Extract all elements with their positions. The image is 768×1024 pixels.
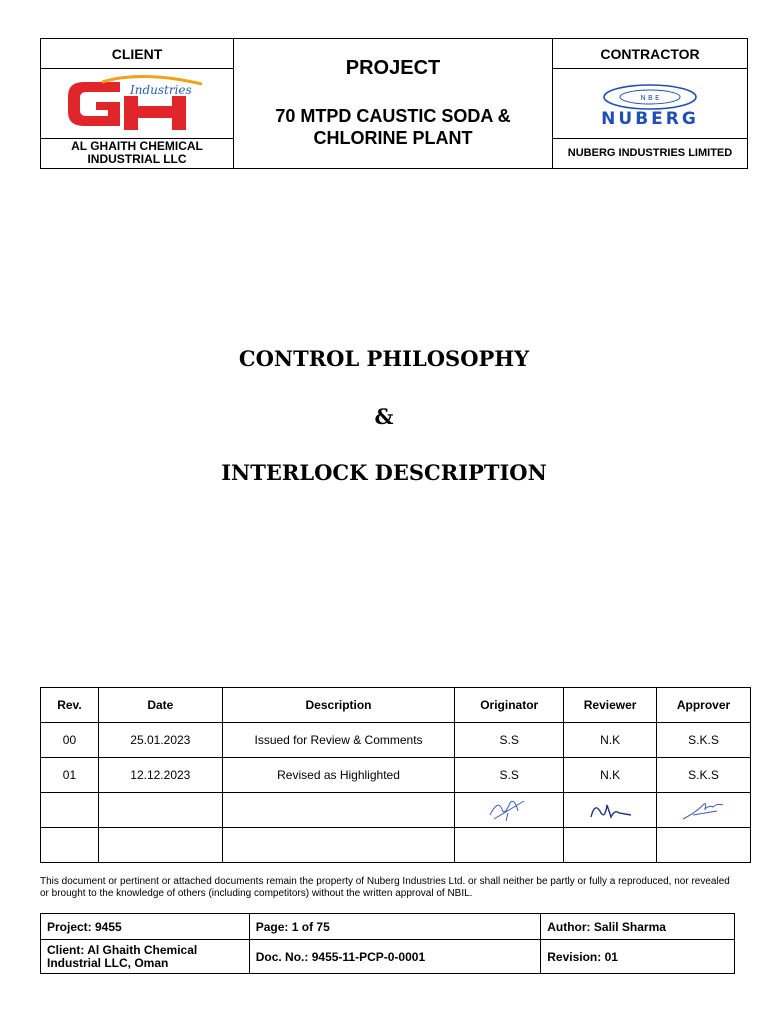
cell-date: 25.01.2023 [98,723,222,758]
title-line-1: CONTROL PHILOSOPHY [238,346,530,371]
nuberg-logo-icon [570,72,730,134]
approver-signature [657,793,751,828]
empty-row [41,828,751,863]
header-reviewer: Reviewer [564,688,657,723]
nuberg-logo-text: NUBERG [601,109,699,129]
cell-approver: S.K.S [657,758,751,793]
project-column [234,39,553,168]
contractor-logo [553,68,747,139]
gh-industries-logo-icon [62,72,212,134]
cell-originator: S.S [455,723,564,758]
contractor-name: NUBERG INDUSTRIES LIMITED [567,146,733,159]
project-label: PROJECT [345,57,441,79]
cell-rev: 00 [41,723,99,758]
signature-row [41,793,751,828]
cell-approver: S.K.S [657,723,751,758]
header-description: Description [222,688,455,723]
table-row [41,723,751,758]
confidentiality-notice: This document or pertinent or attached documents remain the property of Nuberg Industries Ltd. or shall neither be partly or fully a reproduced, nor revealed or brought to the knowledge of others (including competitors) without the written approval of NBIL. [40,876,730,899]
revision-table [40,687,751,863]
footer-doc-no: Doc. No.: 9455-11-PCP-0-0001 [249,940,541,974]
signature-icon [585,795,635,823]
reviewer-signature [564,793,657,828]
header-rev: Rev. [41,688,99,723]
header-approver: Approver [657,688,751,723]
title-line-3: INTERLOCK DESCRIPTION [221,460,547,485]
nuberg-orbit-text: N B E [640,94,660,102]
header-date: Date [98,688,222,723]
contractor-column [553,39,747,168]
contractor-label: CONTRACTOR [553,39,747,69]
footer-table [40,913,735,974]
cell-description: Issued for Review & Comments [222,723,455,758]
footer-page: Page: 1 of 75 [249,914,541,940]
client-label: CLIENT [41,39,233,69]
footer-client: Client: Al Ghaith Chemical Industrial LLC, Oman [41,940,250,974]
revision-table-header [41,688,751,723]
cell-description: Revised as Highlighted [222,758,455,793]
signature-icon [679,795,729,823]
footer-revision: Revision: 01 [541,940,735,974]
client-logo-text: Industries [130,83,192,97]
client-column [41,39,234,168]
cell-reviewer: N.K [564,723,657,758]
cell-date: 12.12.2023 [98,758,222,793]
cell-reviewer: N.K [564,758,657,793]
cell-rev: 01 [41,758,99,793]
project-title: 70 MTPD CAUSTIC SODA & CHLORINE PLANT [275,106,511,148]
signature-icon [484,795,534,823]
cell-originator: S.S [455,758,564,793]
footer-author: Author: Salil Sharma [541,914,735,940]
footer-project: Project: 9455 [41,914,250,940]
client-logo [41,68,233,139]
client-name: AL GHAITH CHEMICAL INDUSTRIAL LLC [71,139,203,166]
document-header [40,38,748,169]
title-line-2: & [374,404,394,429]
table-row [41,758,751,793]
originator-signature [455,793,564,828]
header-originator: Originator [455,688,564,723]
